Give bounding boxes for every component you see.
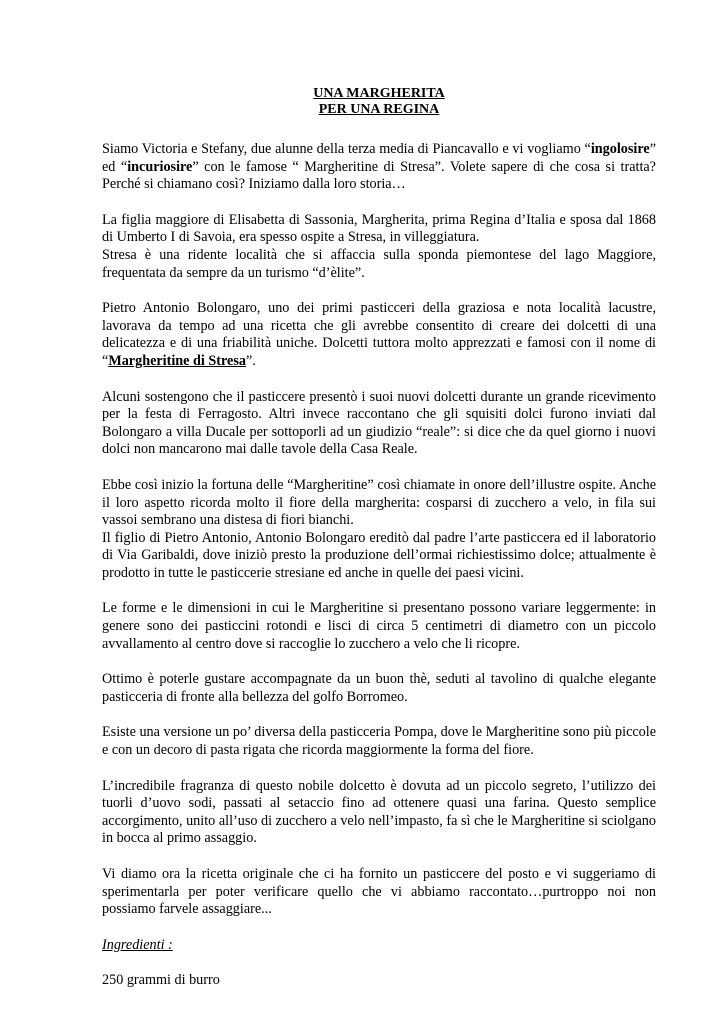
intro-bold-ingolosire: ingolosire bbox=[590, 141, 650, 157]
paragraph-fortuna: Ebbe così inizio la fortuna delle “Margheritine” così chiamate in onore dell’illustre ospite. Anche il loro aspetto ricorda molto il fiore della margherita: cosparsi di zucchero a velo, in fila sui vassoi sembrano una distesa di fiori bianchi. bbox=[102, 476, 656, 529]
paragraph-bolongaro bbox=[102, 300, 656, 370]
paragraph-ricetta: Vi diamo ora la ricetta originale che ci ha fornito un pasticcere del posto e vi suggeriamo di sperimentarla per poter verificare quello che vi abbiamo raccontato…purtroppo noi non possiamo farvele assaggiare... bbox=[102, 866, 656, 918]
intro-bold-incuriosire: incuriosire bbox=[127, 158, 193, 175]
ingredients-heading bbox=[102, 937, 656, 955]
bolongaro-text-c: ”. bbox=[245, 352, 256, 369]
document-title bbox=[102, 86, 656, 118]
paragraph-ferragosto: Alcuni sostengono che il pasticcere presentò i suoi nuovi dolcetti durante un grande ricevimento per la festa di Ferragosto. Altri invece raccontano che gli squisiti dolci furono inviati dal Bolongaro a villa Ducale per sottoporli ad un giudizio “reale”: si dice che da quel giorno i nuovi dolci non mancarono mai dalle tavole della Casa Reale. bbox=[102, 388, 656, 458]
paragraph-the: Ottimo è poterle gustare accompagnate da un buon thè, seduti al tavolino di qualche elegante pasticceria di fronte alla bellezza del golfo Borromeo. bbox=[102, 671, 656, 705]
title-line-1: UNA MARGHERITA bbox=[313, 86, 445, 101]
intro-text-d: ” con le famose “ Margheritine di Stresa”. Volete sapere di che cosa si tratta? Perché si chiamano così? Iniziamo dalla loro storia… bbox=[102, 158, 656, 193]
paragraph-figlio: Il figlio di Pietro Antonio, Antonio Bolongaro ereditò dal padre l’arte pasticcera ed il laboratorio di Via Garibaldi, dove iniziò presto la produzione dell’ormai richiestissimo dolce; attualmente è prodotto in tutte le pasticcerie stresiane ed anche in quelle dei paesi vicini. bbox=[102, 529, 656, 581]
intro-text-a: Siamo Victoria e Stefany, due alunne della terza media di Piancavallo e vi vogliamo “ bbox=[102, 141, 591, 157]
paragraph-fragranza: L’incredibile fragranza di questo nobile dolcetto è dovuta ad un piccolo segreto, l’utilizzo dei tuorli d’uovo sodi, passati al setaccio fino ad ottenere quasi una farina. Questo semplice accorgimento, unito all’uso di zucchero a velo nell’impasto, fa sì che le Margheritine si sciolgano in bocca al primo assaggio. bbox=[102, 777, 656, 847]
bolongaro-text-a: Pietro Antonio Bolongaro, uno dei primi pasticceri della graziosa e nota località lacustre, lavorava da tempo ad una ricetta che gli avrebbe consentito di creare dei dolcetti di una delicatezza e di una friabilità uniche. Dolcetti tuttora molto apprezzati e famosi con il nome di “ bbox=[102, 300, 656, 369]
title-line-2: PER UNA REGINA bbox=[318, 102, 440, 117]
ingredients-heading-text: Ingredienti : bbox=[102, 936, 173, 953]
paragraph-pompa: Esiste una versione un po’ diversa della pasticceria Pompa, dove le Margheritine sono più piccole e con un decoro di pasta rigata che ricorda maggiormente la forma del fiore. bbox=[102, 724, 656, 759]
intro-paragraph bbox=[102, 141, 656, 194]
intro-text-c: ” ed “ bbox=[102, 141, 656, 175]
paragraph-stresa: Stresa è una ridente località che si affaccia sulla sponda piemontese del lago Maggiore, frequentata da sempre da un turismo “d’èlite”. bbox=[102, 246, 656, 281]
paragraph-forme: Le forme e le dimensioni in cui le Margheritine si presentano possono variare leggermente: in genere sono dei pasticcini rotondi e lisci di circa 5 centimetri di diametro con un piccolo avvallamento al centro dove si raccoglie lo zucchero a velo che li ricopre. bbox=[102, 600, 656, 652]
margheritine-di-stresa-emphasis: Margheritine di Stresa bbox=[108, 352, 246, 369]
paragraph-margherita: La figlia maggiore di Elisabetta di Sassonia, Margherita, prima Regina d’Italia e sposa dal 1868 di Umberto I di Savoia, era spesso ospite a Stresa, in villeggiatura. bbox=[102, 211, 656, 246]
ingredient-item: 250 grammi di burro bbox=[102, 972, 220, 989]
